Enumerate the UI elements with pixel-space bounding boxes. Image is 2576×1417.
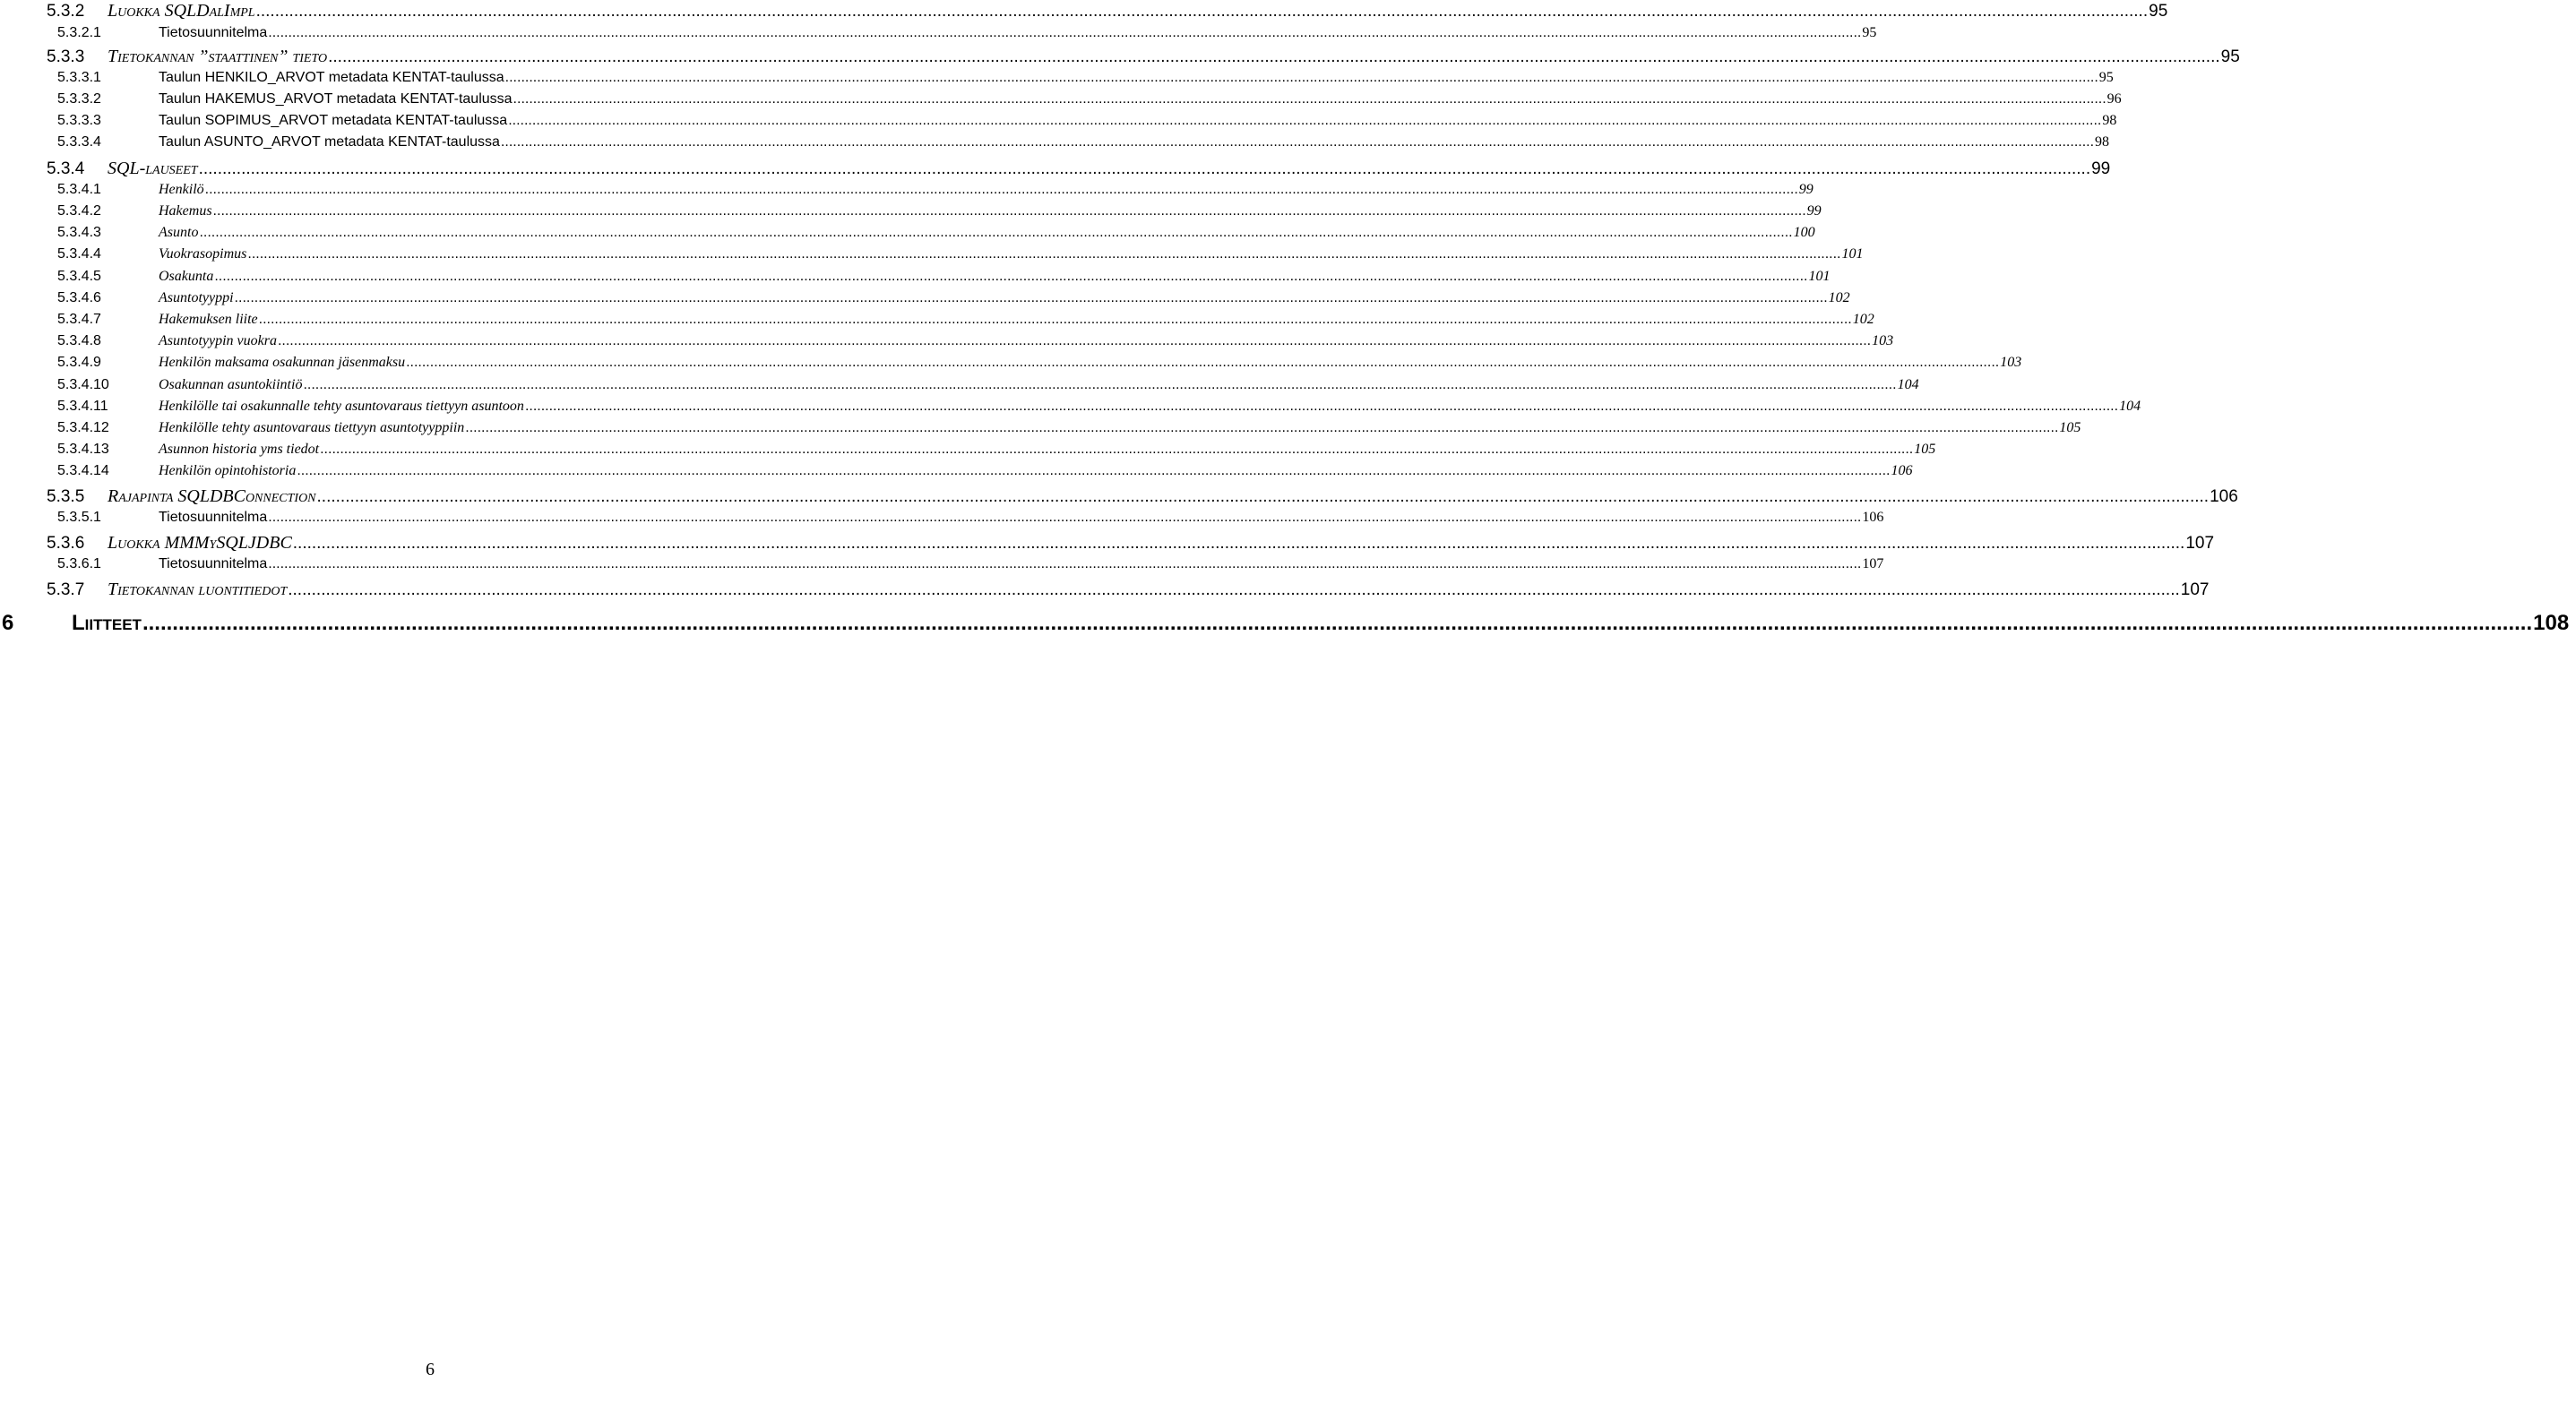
toc-entry-page: 107 — [2185, 534, 2215, 553]
toc-entry-number: 5.3.4.9 — [57, 355, 101, 370]
toc-entry-title: Osakunnan asuntokiintiö — [159, 377, 303, 392]
toc-entry[interactable] — [0, 556, 1884, 571]
toc-entry-page: 108 — [2533, 611, 2570, 635]
toc-entry-page: 98 — [2102, 113, 2117, 128]
toc-entry-title: Tietokannan luontitiedot — [108, 580, 288, 599]
toc-entry-page: 95 — [2098, 70, 2114, 85]
toc-dot-leader: ................................................................................................................................................................................................................................................................................................................................................................................................................ — [255, 2, 2149, 21]
toc-entry-number: 5.3.4.2 — [57, 203, 101, 219]
toc-entry-page: 106 — [2210, 487, 2238, 506]
toc-entry-number: 5.3.4.7 — [57, 312, 101, 327]
toc-entry-page: 107 — [1862, 556, 1884, 571]
toc-entry-title: Asuntotyypin vuokra — [159, 333, 277, 348]
toc-entry-page: 103 — [1872, 333, 1894, 348]
toc-entry-page: 102 — [1828, 290, 1850, 305]
toc-entry-title: Vuokrasopimus — [159, 246, 247, 262]
toc-entry-page: 101 — [1808, 269, 1831, 284]
toc-entry[interactable] — [0, 203, 1822, 219]
toc-entry-title: Taulun ASUNTO_ARVOT metadata KENTAT-taulussa — [159, 134, 500, 150]
toc-entry-number: 5.3.4.13 — [57, 442, 109, 457]
toc-entry[interactable] — [0, 510, 1884, 525]
toc-dot-leader: ................................................................................................................................................................................................................................................................................................................................................................................................................ — [198, 159, 2091, 178]
toc-entry-number: 5.3.4.1 — [57, 182, 101, 197]
toc-entry-page: 102 — [1852, 312, 1874, 327]
toc-entry-title: Tietokannan ”staattinen” tieto — [108, 47, 328, 66]
toc-entry-number: 5.3.4.4 — [57, 246, 101, 262]
toc-dot-leader: ................................................................................................................................................................................................................................................................................................................................................................................................................ — [268, 510, 1862, 525]
toc-dot-leader: ................................................................................................................................................................................................................................................................................................................................................................................................................ — [204, 182, 1798, 197]
toc-entry-page: 106 — [1862, 510, 1884, 525]
toc-entry-number: 5.3.6 — [47, 534, 85, 553]
toc-dot-leader: ................................................................................................................................................................................................................................................................................................................................................................................................................ — [268, 25, 1862, 40]
toc-entry-number: 5.3.3.3 — [57, 113, 101, 128]
toc-entry[interactable] — [0, 269, 1831, 284]
toc-entry-page: 107 — [2180, 580, 2210, 599]
toc-entry-title: Luokka SQLDalImpl — [108, 1, 255, 21]
toc-entry[interactable] — [0, 533, 2215, 553]
toc-entry-page: 99 — [1798, 182, 1814, 197]
page-number: 6 — [426, 1360, 435, 1379]
toc-entry-title: Taulun HAKEMUS_ARVOT metadata KENTAT-taulussa — [159, 91, 513, 107]
toc-entry[interactable] — [0, 355, 2022, 370]
toc-entry-page: 103 — [2000, 355, 2022, 370]
toc-entry[interactable] — [0, 580, 2210, 599]
toc-entry[interactable] — [0, 312, 1874, 327]
table-of-contents — [0, 0, 2570, 681]
toc-entry-number: 5.3.4.10 — [57, 377, 109, 392]
toc-entry-number: 5.3.4.12 — [57, 420, 109, 435]
toc-entry[interactable] — [0, 377, 1919, 392]
toc-entry-page: 104 — [1897, 377, 1919, 392]
toc-entry-number: 5.3.4.8 — [57, 333, 101, 348]
toc-entry[interactable] — [0, 70, 2114, 85]
toc-entry-number: 6 — [2, 611, 14, 635]
toc-entry-number: 5.3.4.3 — [57, 225, 101, 240]
toc-entry[interactable] — [0, 47, 2240, 66]
toc-dot-leader: ................................................................................................................................................................................................................................................................................................................................................................................................................ — [504, 70, 2098, 85]
toc-entry[interactable] — [0, 442, 1936, 457]
toc-dot-leader: ................................................................................................................................................................................................................................................................................................................................................................................................................ — [500, 134, 2095, 150]
toc-dot-leader: ................................................................................................................................................................................................................................................................................................................................................................................................................ — [406, 355, 2000, 370]
toc-entry-page: 95 — [1862, 25, 1877, 40]
toc-entry-page: 99 — [2091, 159, 2111, 178]
toc-entry-title: Asunnon historia yms tiedot — [159, 442, 320, 457]
toc-dot-leader: ................................................................................................................................................................................................................................................................................................................................................................................................................ — [212, 203, 1806, 219]
toc-entry-title: Asuntotyyppi — [159, 290, 234, 305]
toc-dot-leader: ................................................................................................................................................................................................................................................................................................................................................................................................................ — [465, 420, 2059, 435]
toc-entry-page: 100 — [1793, 225, 1815, 240]
toc-entry-number: 5.3.7 — [47, 580, 85, 599]
toc-entry-number: 5.3.3.4 — [57, 134, 101, 150]
toc-entry-number: 5.3.4 — [47, 159, 85, 178]
toc-entry[interactable] — [0, 159, 2111, 178]
toc-entry-page: 105 — [1914, 442, 1936, 457]
toc-entry-title: Tietosuunnitelma — [159, 510, 268, 525]
toc-dot-leader: ................................................................................................................................................................................................................................................................................................................................................................................................................ — [316, 487, 2210, 506]
toc-entry-page: 99 — [1806, 203, 1822, 219]
toc-entry[interactable] — [0, 290, 1850, 305]
toc-dot-leader: ................................................................................................................................................................................................................................................................................................................................................................................................................ — [214, 269, 1808, 284]
toc-entry-number: 5.3.2.1 — [57, 25, 101, 40]
toc-entry-title: Hakemus — [159, 203, 212, 219]
toc-entry-number: 5.3.5 — [47, 487, 85, 506]
toc-entry-title: Henkilölle tai osakunnalle tehty asuntovaraus tiettyyn asuntoon — [159, 399, 524, 414]
toc-entry-number: 5.3.5.1 — [57, 510, 101, 525]
toc-dot-leader: ................................................................................................................................................................................................................................................................................................................................................................................................................ — [288, 580, 2180, 599]
toc-entry-page: 96 — [2106, 91, 2122, 107]
toc-entry-title: Taulun HENKILO_ARVOT metadata KENTAT-taulussa — [159, 70, 504, 85]
toc-entry-title: Liitteet — [72, 611, 142, 635]
toc-entry-number: 5.3.6.1 — [57, 556, 101, 571]
toc-entry[interactable] — [0, 486, 2238, 506]
toc-entry-title: Luokka MMMySQLJDBC — [108, 533, 292, 553]
toc-dot-leader: ................................................................................................................................................................................................................................................................................................................................................................................................................ — [258, 312, 1852, 327]
toc-entry-title: Rajapinta SQLDBConnection — [108, 486, 316, 506]
toc-dot-leader: ................................................................................................................................................................................................................................................................................................................................................................................................................ — [524, 399, 2119, 414]
toc-entry[interactable] — [0, 134, 2110, 150]
toc-entry[interactable] — [0, 182, 1814, 197]
toc-dot-leader: ................................................................................................................................................................................................................................................................................................................................................................................................................ — [199, 225, 1793, 240]
toc-entry[interactable] — [0, 246, 1864, 262]
toc-entry-page: 104 — [2119, 399, 2141, 414]
toc-entry[interactable] — [0, 611, 2570, 635]
toc-entry[interactable] — [0, 91, 2122, 107]
toc-entry[interactable] — [0, 113, 2117, 128]
toc-entry-title: Henkilö — [159, 182, 204, 197]
toc-entry-number: 5.3.3 — [47, 47, 85, 66]
toc-entry[interactable] — [0, 420, 2081, 435]
toc-dot-leader: ................................................................................................................................................................................................................................................................................................................................................................................................................ — [268, 556, 1862, 571]
toc-entry-title: Taulun SOPIMUS_ARVOT metadata KENTAT-taulussa — [159, 113, 508, 128]
toc-entry-title: Tietosuunnitelma — [159, 25, 268, 40]
toc-entry-title: Henkilön maksama osakunnan jäsenmaksu — [159, 355, 406, 370]
toc-dot-leader: ................................................................................................................................................................................................................................................................................................................................................................................................................ — [277, 333, 1872, 348]
toc-entry-page: 105 — [2059, 420, 2081, 435]
toc-entry-page: 101 — [1841, 246, 1864, 262]
toc-dot-leader: ................................................................................................................................................................................................................................................................................................................................................................................................................ — [292, 534, 2185, 553]
toc-entry-number: 5.3.3.2 — [57, 91, 101, 107]
toc-entry[interactable] — [0, 25, 1877, 40]
toc-entry-title: Henkilön opintohistoria — [159, 463, 297, 478]
toc-dot-leader: ................................................................................................................................................................................................................................................................................................................................................................................................................ — [297, 463, 1891, 478]
toc-entry-number: 5.3.3.1 — [57, 70, 101, 85]
toc-entry-number: 5.3.4.6 — [57, 290, 101, 305]
toc-entry-title: Tietosuunnitelma — [159, 556, 268, 571]
toc-entry-number: 5.3.4.14 — [57, 463, 109, 478]
toc-entry-title: SQL-lauseet — [108, 159, 198, 178]
toc-entry-number: 5.3.4.5 — [57, 269, 101, 284]
toc-entry-number: 5.3.2 — [47, 2, 85, 21]
toc-dot-leader: ................................................................................................................................................................................................................................................................................................................................................................................................................ — [328, 47, 2220, 66]
toc-entry-title: Henkilölle tehty asuntovaraus tiettyyn asuntotyyppiin — [159, 420, 465, 435]
toc-entry-page: 106 — [1891, 463, 1913, 478]
toc-entry[interactable] — [0, 399, 2141, 414]
toc-dot-leader: ................................................................................................................................................................................................................................................................................................................................................................................................................ — [508, 113, 2102, 128]
toc-entry[interactable] — [0, 1, 2168, 21]
toc-entry[interactable] — [0, 225, 1815, 240]
toc-entry-page: 95 — [2149, 2, 2168, 21]
toc-entry-page: 98 — [2095, 134, 2110, 150]
toc-dot-leader: ................................................................................................................................................................................................................................................................................................................................................................................................................ — [142, 611, 2533, 635]
toc-dot-leader: ................................................................................................................................................................................................................................................................................................................................................................................................................ — [247, 246, 1841, 262]
toc-dot-leader: ................................................................................................................................................................................................................................................................................................................................................................................................................ — [513, 91, 2106, 107]
toc-entry-title: Asunto — [159, 225, 199, 240]
toc-dot-leader: ................................................................................................................................................................................................................................................................................................................................................................................................................ — [303, 377, 1897, 392]
toc-dot-leader: ................................................................................................................................................................................................................................................................................................................................................................................................................ — [320, 442, 1914, 457]
toc-entry-page: 95 — [2220, 47, 2240, 66]
toc-entry-title: Osakunta — [159, 269, 214, 284]
toc-entry-number: 5.3.4.11 — [57, 399, 108, 414]
toc-entry[interactable] — [0, 333, 1894, 348]
toc-entry[interactable] — [0, 463, 1913, 478]
toc-dot-leader: ................................................................................................................................................................................................................................................................................................................................................................................................................ — [234, 290, 1828, 305]
toc-entry-title: Hakemuksen liite — [159, 312, 258, 327]
